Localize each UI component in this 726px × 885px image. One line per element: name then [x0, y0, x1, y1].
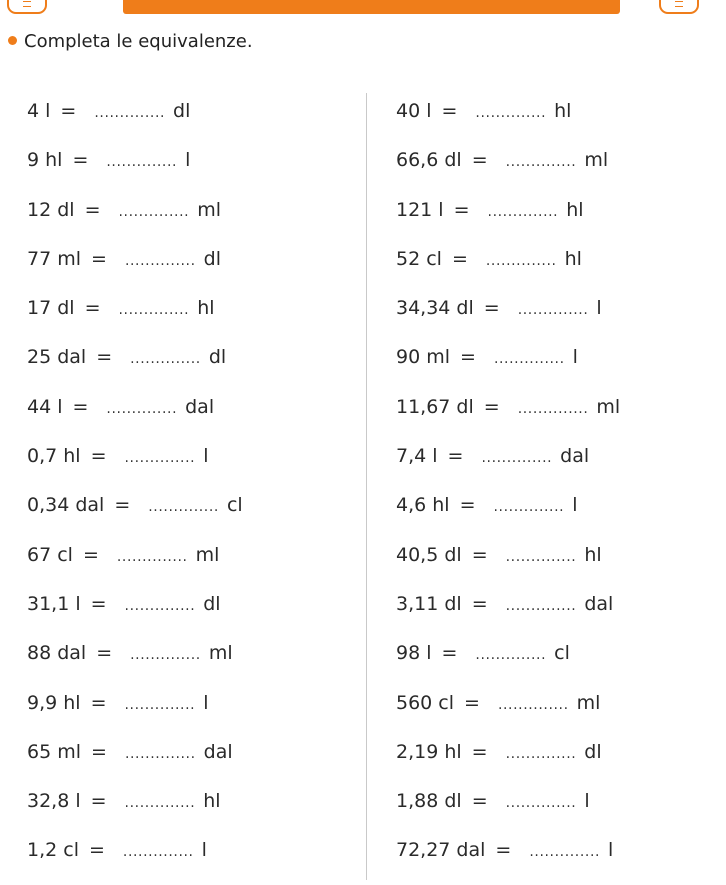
answer-blank[interactable]: ..............	[485, 252, 557, 269]
given-quantity: 65 ml	[27, 740, 82, 763]
equivalence-row	[27, 786, 243, 835]
target-unit: ml	[208, 642, 233, 665]
target-unit: ml	[584, 149, 609, 172]
equals-sign: =	[460, 346, 476, 369]
answer-blank[interactable]: ..............	[493, 351, 565, 368]
target-unit: l	[608, 839, 614, 862]
equivalence-row	[27, 145, 243, 194]
bullet-icon	[8, 36, 17, 45]
given-quantity: 31,1 l	[27, 592, 81, 615]
equivalence-row	[396, 441, 620, 490]
answer-blank[interactable]: ..............	[130, 647, 201, 664]
target-unit: ml	[195, 543, 220, 566]
equivalence-row	[396, 490, 620, 539]
target-unit: cl	[554, 642, 570, 665]
given-quantity: 0,7 hl	[27, 445, 81, 468]
equivalence-row	[27, 244, 243, 293]
target-unit: dal	[584, 592, 614, 615]
equivalence-row	[396, 96, 620, 145]
equals-sign: =	[88, 839, 105, 862]
equals-sign: =	[441, 100, 458, 122]
given-quantity: 4 l	[27, 100, 51, 122]
notebook-icon	[659, 0, 699, 14]
equals-sign: =	[114, 494, 131, 517]
answer-blank[interactable]: ..............	[122, 844, 194, 861]
answer-blank[interactable]: ..............	[124, 745, 196, 762]
target-unit: hl	[584, 543, 602, 566]
answer-blank[interactable]: ..............	[505, 548, 577, 565]
target-unit: dl	[203, 592, 221, 615]
target-unit: dal	[185, 395, 215, 418]
equivalence-row	[396, 835, 620, 884]
equals-sign: =	[72, 149, 89, 172]
equals-sign: =	[96, 346, 113, 369]
exercise-instruction	[8, 30, 253, 54]
equals-sign: =	[459, 494, 476, 517]
target-unit: ml	[197, 198, 221, 221]
equals-sign: =	[471, 740, 488, 763]
answer-blank[interactable]: ..............	[475, 647, 547, 664]
equals-sign: =	[84, 297, 101, 320]
given-quantity: 66,6 dl	[396, 149, 462, 172]
given-quantity: 12 dl	[27, 198, 75, 221]
target-unit: hl	[554, 100, 572, 122]
target-unit: l	[572, 346, 578, 369]
given-quantity: 98 l	[396, 642, 432, 665]
answer-blank[interactable]: ..............	[505, 745, 577, 762]
answer-blank[interactable]: ..............	[529, 844, 601, 861]
equals-sign: =	[471, 543, 488, 566]
equals-sign: =	[90, 790, 107, 813]
equivalence-row	[396, 737, 620, 786]
answer-blank[interactable]: ..............	[116, 548, 188, 565]
answer-blank[interactable]: ..............	[118, 302, 190, 319]
equivalence-row	[396, 589, 620, 638]
target-unit: l	[201, 839, 207, 862]
target-unit: ml	[576, 691, 601, 714]
equals-sign: =	[471, 149, 488, 172]
target-unit: ml	[596, 395, 621, 418]
given-quantity: 2,19 hl	[396, 740, 462, 763]
equivalence-row	[27, 195, 243, 244]
given-quantity: 77 ml	[27, 247, 82, 270]
equivalence-row	[27, 688, 243, 737]
target-unit: dl	[208, 346, 227, 369]
equivalence-row	[396, 688, 620, 737]
instruction-text: Completa le equivalenze.	[24, 31, 253, 52]
answer-blank[interactable]: ..............	[130, 351, 201, 368]
equals-sign: =	[483, 297, 500, 320]
target-unit: l	[596, 297, 602, 320]
equivalence-row	[396, 145, 620, 194]
answer-blank[interactable]: ..............	[118, 203, 190, 220]
target-unit: dal	[560, 445, 590, 468]
equivalence-row	[27, 589, 243, 638]
target-unit: dl	[173, 100, 191, 122]
equivalence-row	[396, 342, 620, 391]
equals-sign: =	[96, 642, 113, 665]
equivalence-row	[27, 737, 243, 786]
target-unit: l	[572, 494, 578, 517]
target-unit: hl	[197, 297, 215, 320]
equals-sign: =	[90, 691, 107, 714]
header-bar	[123, 0, 620, 14]
answer-blank[interactable]: ..............	[493, 499, 565, 516]
equivalence-row	[27, 342, 243, 391]
equivalence-row	[396, 786, 620, 835]
equals-sign: =	[72, 395, 89, 418]
given-quantity: 25 dal	[27, 346, 87, 369]
target-unit: dal	[203, 740, 233, 763]
target-unit: l	[584, 790, 590, 813]
equals-sign: =	[483, 395, 500, 418]
target-unit: hl	[564, 247, 582, 270]
answer-blank[interactable]: ..............	[505, 154, 577, 171]
answer-blank[interactable]: ..............	[517, 400, 589, 417]
target-unit: hl	[203, 790, 221, 813]
answer-blank[interactable]: ..............	[124, 597, 196, 614]
equivalence-row	[27, 96, 243, 145]
answer-blank[interactable]: ..............	[124, 252, 196, 269]
equivalence-row	[27, 392, 243, 441]
equals-sign: =	[495, 839, 512, 862]
given-quantity: 32,8 l	[27, 790, 81, 813]
given-quantity: 3,11 dl	[396, 592, 462, 615]
given-quantity: 52 cl	[396, 247, 442, 270]
equivalence-row	[27, 441, 243, 490]
given-quantity: 9 hl	[27, 149, 63, 172]
given-quantity: 11,67 dl	[396, 395, 474, 418]
equals-sign: =	[441, 642, 458, 665]
answer-blank[interactable]: ..............	[124, 696, 196, 713]
equivalence-row	[396, 540, 620, 589]
target-unit: l	[185, 149, 191, 172]
equals-sign: =	[60, 100, 77, 122]
answer-blank[interactable]: ..............	[475, 105, 547, 121]
given-quantity: 560 cl	[396, 691, 455, 714]
right-exercise-column	[396, 96, 620, 885]
target-unit: l	[203, 445, 209, 468]
given-quantity: 72,27 dal	[396, 839, 486, 862]
equals-sign: =	[453, 198, 470, 221]
given-quantity: 4,6 hl	[396, 494, 450, 517]
given-quantity: 34,34 dl	[396, 297, 474, 320]
answer-blank[interactable]: ..............	[481, 450, 553, 467]
equivalence-row	[27, 540, 243, 589]
equals-sign: =	[84, 198, 101, 221]
answer-blank[interactable]: ..............	[106, 400, 178, 417]
given-quantity: 44 l	[27, 395, 63, 418]
equals-sign: =	[90, 592, 107, 615]
equivalence-row	[396, 293, 620, 342]
answer-blank[interactable]: ..............	[497, 696, 569, 713]
equals-sign: =	[91, 740, 107, 763]
left-exercise-column	[27, 96, 243, 885]
equals-sign: =	[91, 247, 107, 270]
answer-blank[interactable]: ..............	[124, 795, 196, 812]
equals-sign: =	[447, 445, 464, 468]
given-quantity: 9,9 hl	[27, 691, 81, 714]
target-unit: cl	[226, 494, 243, 517]
answer-blank[interactable]: ..............	[148, 499, 219, 516]
answer-blank[interactable]: ..............	[505, 795, 577, 812]
equals-sign: =	[90, 445, 107, 468]
equivalence-row	[396, 195, 620, 244]
given-quantity: 67 cl	[27, 543, 73, 566]
equals-sign: =	[451, 247, 468, 270]
equals-sign: =	[471, 790, 488, 813]
equals-sign: =	[471, 592, 488, 615]
given-quantity: 7,4 l	[396, 445, 438, 468]
equivalence-row	[27, 638, 243, 687]
equivalence-row	[27, 835, 243, 884]
given-quantity: 88 dal	[27, 642, 87, 665]
equivalence-row	[396, 244, 620, 293]
given-quantity: 0,34 dal	[27, 494, 105, 517]
target-unit: l	[203, 691, 209, 714]
equivalence-row	[27, 293, 243, 342]
target-unit: hl	[566, 198, 584, 221]
answer-blank[interactable]: ..............	[94, 105, 166, 121]
given-quantity: 90 ml	[396, 346, 451, 369]
answer-blank[interactable]: ..............	[124, 450, 196, 467]
equivalence-row	[396, 392, 620, 441]
notebook-icon	[7, 0, 47, 14]
target-unit: dl	[203, 247, 221, 270]
given-quantity: 1,88 dl	[396, 790, 462, 813]
equals-sign: =	[82, 543, 99, 566]
given-quantity: 40,5 dl	[396, 543, 462, 566]
given-quantity: 1,2 cl	[27, 839, 79, 862]
equivalence-row	[27, 490, 243, 539]
equals-sign: =	[464, 691, 480, 714]
given-quantity: 40 l	[396, 100, 432, 122]
given-quantity: 121 l	[396, 198, 444, 221]
answer-blank[interactable]: ..............	[505, 597, 577, 614]
answer-blank[interactable]: ..............	[106, 154, 178, 171]
given-quantity: 17 dl	[27, 297, 75, 320]
target-unit: dl	[584, 740, 602, 763]
answer-blank[interactable]: ..............	[517, 302, 589, 319]
column-divider	[366, 93, 367, 880]
answer-blank[interactable]: ..............	[487, 203, 559, 220]
equivalence-row	[396, 638, 620, 687]
